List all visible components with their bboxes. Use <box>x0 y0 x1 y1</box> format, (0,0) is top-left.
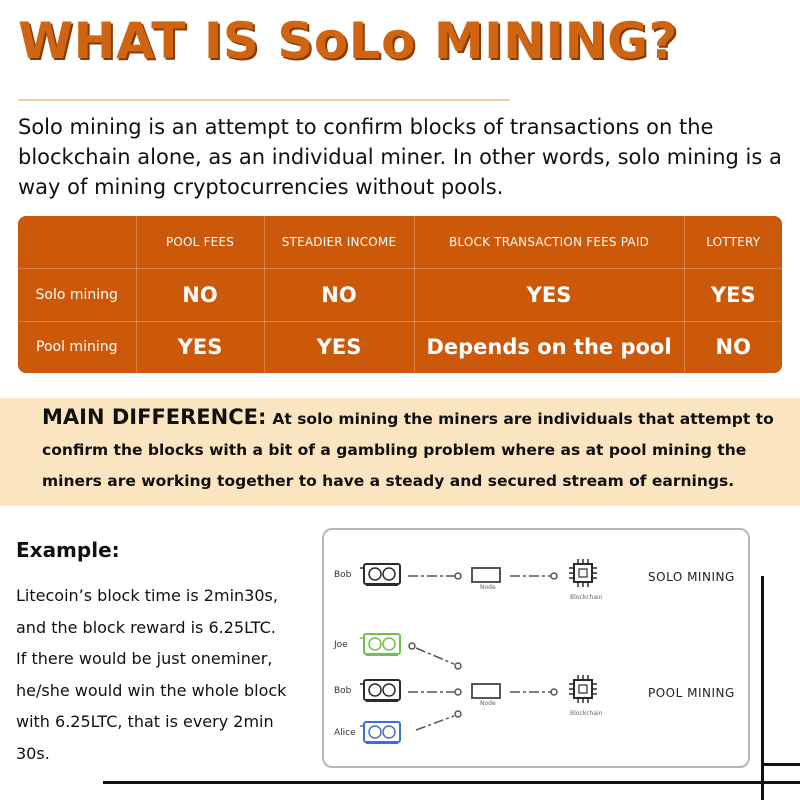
pool-node-icon <box>472 684 500 698</box>
pool-mining-label: POOL MINING <box>648 686 735 700</box>
pool-link-dot <box>455 663 461 669</box>
pool-link-line <box>416 716 454 730</box>
solo-link-dot <box>551 573 557 579</box>
intro-paragraph: Solo mining is an attempt to confirm blocks of transactions on the blockchain alone, as an individual miner. In other words, solo mining is a way of mining cryptocurrencies without pools. <box>18 115 782 199</box>
pool-miner-label: Alice <box>334 728 356 738</box>
example-line: 30s. <box>16 743 50 763</box>
frame-line-corner <box>763 763 800 766</box>
pool-link-dot <box>409 643 415 649</box>
table-cell: NO <box>264 268 414 321</box>
table-cell: Depends on the pool <box>414 321 684 373</box>
table-cell: YES <box>136 321 264 373</box>
pool-link-dot <box>455 689 461 695</box>
pool-blockchain-chip-icon <box>569 675 597 703</box>
pool-node-label: Node <box>480 700 496 707</box>
pool-miner-joe-gpu-icon <box>360 634 400 655</box>
row-header: Pool mining <box>18 321 136 373</box>
frame-line-vertical <box>761 576 764 800</box>
table-cell: NO <box>684 321 782 373</box>
solo-mining-label: SOLO MINING <box>648 570 735 584</box>
example-body <box>16 580 316 769</box>
column-header: LOTTERY <box>684 216 782 268</box>
solo-node-icon <box>472 568 500 582</box>
frame-line-bottom <box>103 781 800 784</box>
pool-link-line <box>416 648 454 664</box>
row-header: Solo mining <box>18 268 136 321</box>
example-line: he/she would win the whole block <box>16 680 287 700</box>
pool-miner-label: Joe <box>334 640 348 650</box>
solo-blockchain-chip-icon <box>569 559 597 587</box>
mining-diagram <box>322 528 750 768</box>
table-header-row <box>18 216 782 268</box>
example-line: Litecoin’s block time is 2min30s, <box>16 586 278 605</box>
table-cell: YES <box>264 321 414 373</box>
pool-miner-bob-gpu-icon <box>360 680 400 701</box>
title-underline <box>18 99 510 101</box>
column-header: STEADIER INCOME <box>264 216 414 268</box>
table-corner-cell <box>18 216 136 268</box>
column-header: BLOCK TRANSACTION FEES PAID <box>414 216 684 268</box>
table-row <box>18 268 782 321</box>
example-line: with 6.25LTC, that is every 2min <box>16 712 274 731</box>
pool-miner-alice-gpu-icon <box>360 722 400 743</box>
table-row <box>18 321 782 373</box>
comparison-table <box>18 216 782 373</box>
main-difference-body: At solo mining the miners are individuals that attempt to confirm the blocks with a bit of a gambling problem where as at pool mining the miners are working together to have a steady and secured stream of earnings. <box>42 410 774 490</box>
pool-miner-label: Bob <box>334 686 352 696</box>
solo-link-dot <box>455 573 461 579</box>
column-header: POOL FEES <box>136 216 264 268</box>
table-cell: YES <box>414 268 684 321</box>
example-heading: Example: <box>16 538 120 562</box>
solo-miner-gpu-icon <box>360 564 400 585</box>
mining-diagram-svg <box>324 530 748 766</box>
table-cell: NO <box>136 268 264 321</box>
solo-blockchain-label: Blockchain <box>570 594 603 601</box>
example-line: If there would be just oneminer, <box>16 649 273 668</box>
pool-link-dot <box>455 711 461 717</box>
pool-link-dot <box>551 689 557 695</box>
main-difference-heading: MAIN DIFFERENCE: <box>42 405 267 429</box>
solo-node-label: Node <box>480 584 496 591</box>
main-difference-text <box>42 402 782 497</box>
page-title: WHAT IS SoLo MINING? <box>18 12 679 70</box>
title-bar <box>0 0 800 98</box>
pool-blockchain-label: Blockchain <box>570 710 603 717</box>
table-cell: YES <box>684 268 782 321</box>
example-line: and the block reward is 6.25LTC. <box>16 617 276 637</box>
solo-miner-label: Bob <box>334 570 352 580</box>
